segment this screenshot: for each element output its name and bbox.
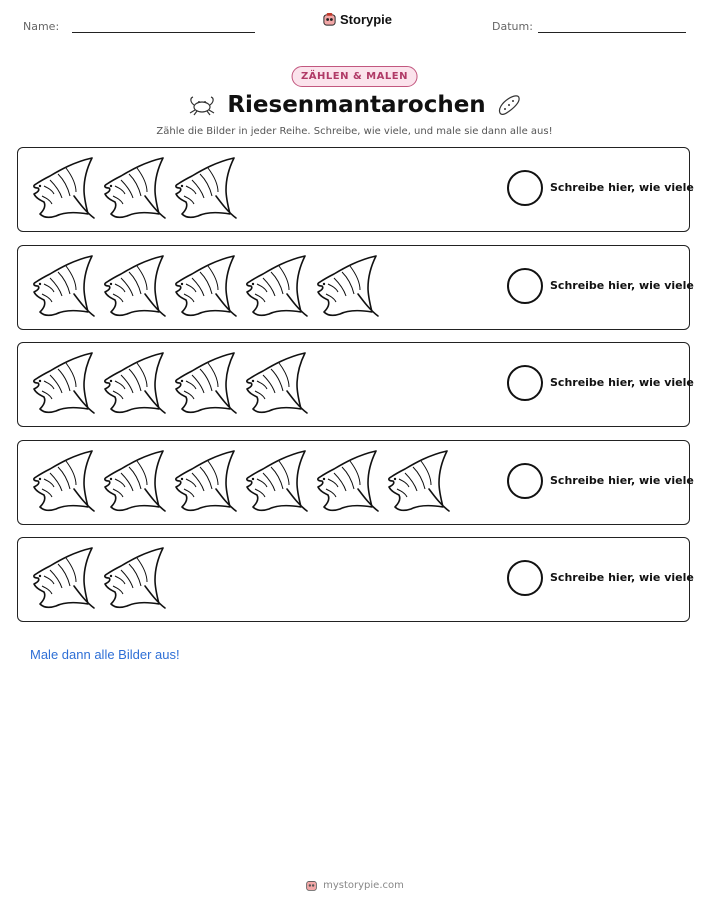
manta-ray-icon[interactable] [172, 254, 243, 320]
category-badge: ZÄHLEN & MALEN [291, 66, 418, 87]
crab-icon [187, 94, 217, 116]
manta-ray-icon[interactable] [243, 449, 314, 515]
manta-ray-icon[interactable] [101, 449, 172, 515]
site-footer [0, 879, 709, 892]
manta-ray-icon[interactable] [243, 254, 314, 320]
manta-ray-icon[interactable] [101, 254, 172, 320]
counting-row [17, 537, 694, 622]
manta-ray-icon[interactable] [101, 351, 172, 417]
counting-row [17, 342, 694, 427]
manta-ray-icon[interactable] [30, 254, 101, 320]
manta-ray-icon[interactable] [172, 156, 243, 222]
date-label: Datum: [492, 20, 533, 33]
sea-cucumber-icon [496, 93, 522, 117]
answer-circle[interactable] [507, 268, 543, 304]
manta-ray-group [30, 351, 314, 417]
manta-ray-icon[interactable] [243, 351, 314, 417]
answer-circle[interactable] [507, 365, 543, 401]
manta-ray-group [30, 156, 243, 222]
date-write-line[interactable] [538, 32, 686, 33]
manta-ray-icon[interactable] [172, 351, 243, 417]
manta-ray-icon[interactable] [30, 546, 101, 612]
instructions: Zähle die Bilder in jeder Reihe. Schreibe, wie viele, und male sie dann alle aus! [156, 126, 553, 137]
storypie-logo [322, 12, 392, 27]
title-row [0, 92, 709, 118]
answer-prompt: Schreibe hier, wie viele [550, 278, 694, 292]
page-title: Riesenmantarochen [227, 92, 486, 118]
storypie-logo-icon [322, 12, 337, 27]
answer-circle[interactable] [507, 463, 543, 499]
footer-note: Male dann alle Bilder aus! [30, 647, 180, 662]
answer-prompt: Schreibe hier, wie viele [550, 473, 694, 487]
answer-prompt: Schreibe hier, wie viele [550, 376, 694, 389]
site-url: mystorypie.com [323, 880, 404, 891]
name-write-line[interactable] [72, 32, 255, 33]
manta-ray-icon[interactable] [30, 449, 101, 515]
counting-row [17, 147, 694, 232]
manta-ray-icon[interactable] [101, 546, 172, 612]
answer-circle[interactable] [507, 170, 543, 206]
logo-text: Storypie [340, 12, 393, 27]
manta-ray-group [30, 254, 385, 320]
name-label: Name: [23, 20, 60, 33]
manta-ray-group [30, 449, 456, 515]
storypie-footer-icon [305, 879, 318, 892]
answer-prompt: Schreibe hier, wie viele [550, 181, 694, 194]
manta-ray-icon[interactable] [30, 351, 101, 417]
answer-circle[interactable] [507, 560, 543, 596]
manta-ray-icon[interactable] [30, 156, 101, 222]
manta-ray-icon[interactable] [314, 449, 385, 515]
counting-row [17, 440, 694, 525]
answer-prompt: Schreibe hier, wie viele [550, 571, 694, 584]
manta-ray-group [30, 546, 172, 612]
manta-ray-icon[interactable] [172, 449, 243, 515]
counting-row [17, 245, 694, 330]
manta-ray-icon[interactable] [314, 254, 385, 320]
manta-ray-icon[interactable] [385, 449, 456, 515]
manta-ray-icon[interactable] [101, 156, 172, 222]
